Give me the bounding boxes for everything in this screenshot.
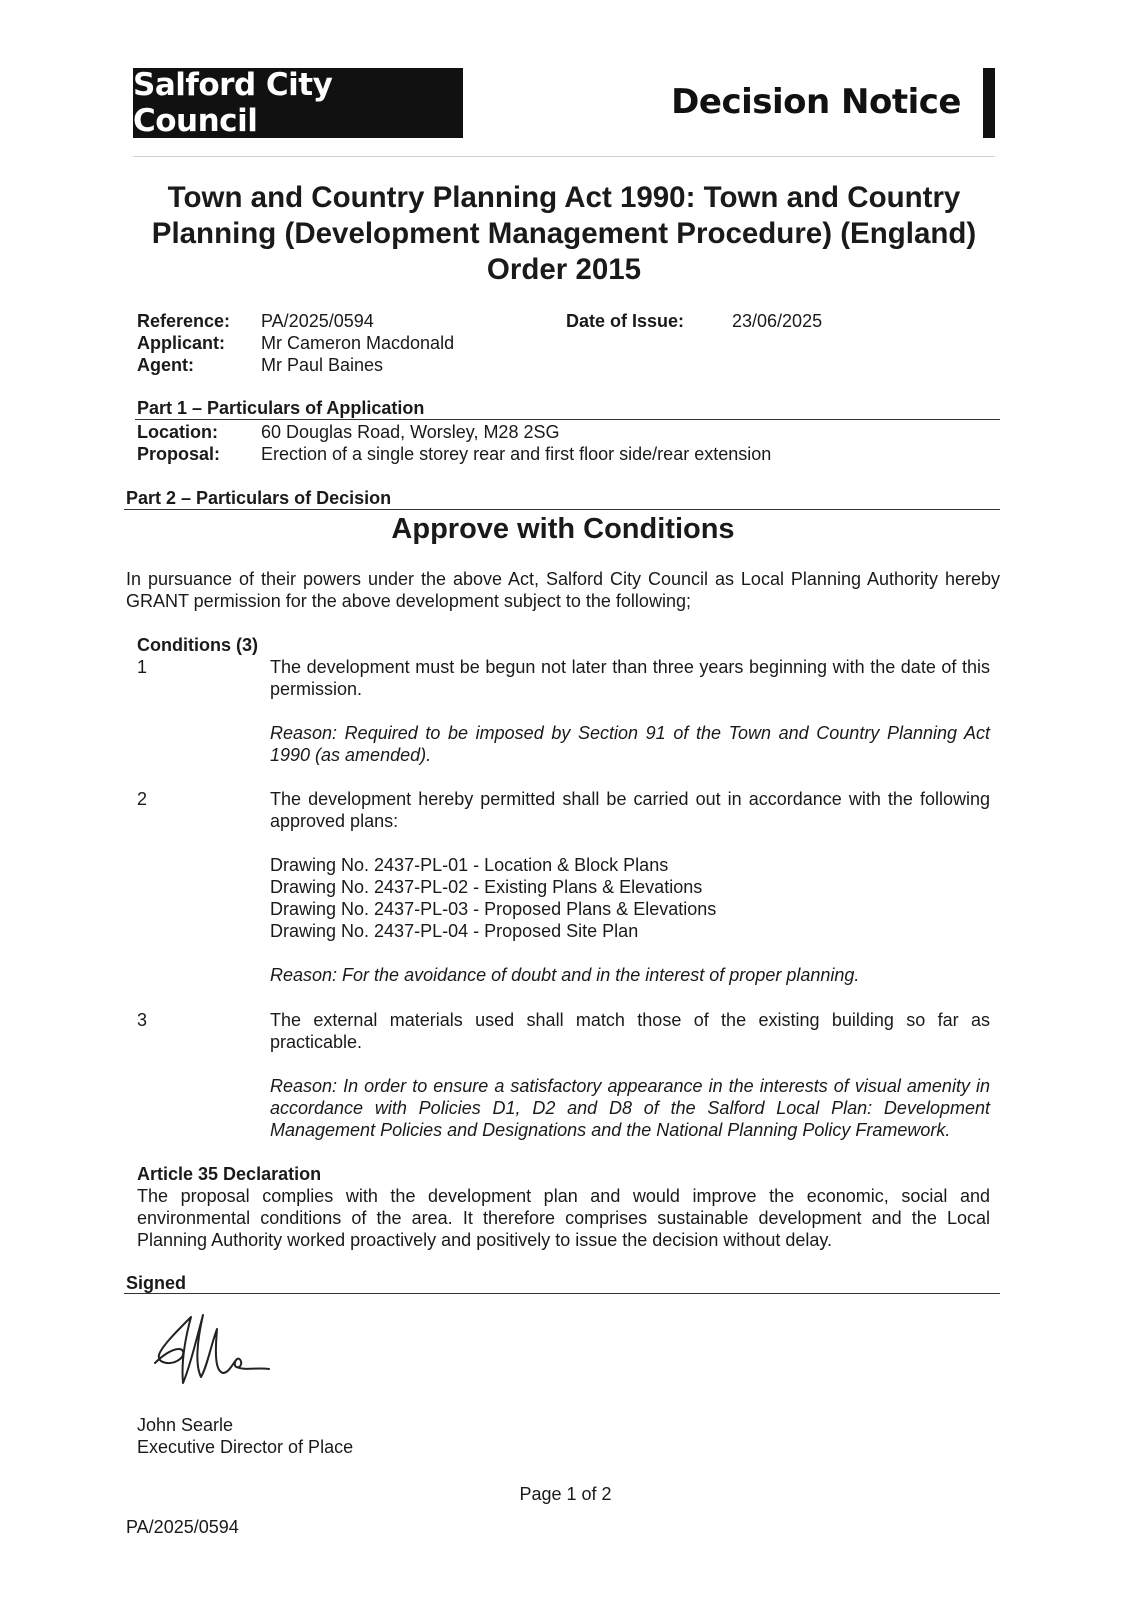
location-label: Location:: [137, 422, 218, 442]
footer-reference: PA/2025/0594: [126, 1517, 239, 1537]
conditions-heading: Conditions (3): [137, 635, 258, 655]
condition-number: 3: [137, 1010, 148, 1030]
condition-text: The external materials used shall match those of the existing building so far as practicable.: [270, 1010, 990, 1052]
header-divider: [133, 156, 995, 157]
part2-heading: Part 2 – Particulars of Decision: [126, 488, 392, 508]
signature-image: [145, 1305, 285, 1405]
condition-reason: Reason: In order to ensure a satisfactory appearance in the interests of visual amenity in accordance with Policies D1, D2 and D8 of the Salford Local Plan: Development Management Policies and Designations and the National Planning Policy Framework.: [270, 1076, 990, 1140]
condition-number: 2: [137, 789, 148, 809]
part1-heading: Part 1 – Particulars of Application: [137, 398, 425, 418]
approved-plan: Drawing No. 2437-PL-04 - Proposed Site Plan: [270, 921, 639, 941]
condition-reason: Reason: For the avoidance of doubt and in the interest of proper planning.: [270, 965, 860, 985]
decision-title: Approve with Conditions: [391, 513, 735, 545]
applicant-label: Applicant:: [137, 333, 225, 353]
reference-label: Reference:: [137, 311, 231, 331]
signed-heading: Signed: [126, 1273, 187, 1293]
condition-text: The development must be begun not later than three years beginning with the date of this permission.: [270, 657, 990, 699]
article35-heading: Article 35 Declaration: [137, 1164, 322, 1184]
act-title: Town and Country Planning Act 1990: Town and Country Planning (Development Management Procedure) (England) Order 2015: [151, 181, 977, 286]
proposal-value: Erection of a single storey rear and first floor side/rear extension: [261, 444, 772, 464]
approved-plan: Drawing No. 2437-PL-01 - Location & Block Plans: [270, 855, 669, 875]
part2-rule: [124, 509, 1000, 510]
approved-plan: Drawing No. 2437-PL-02 - Existing Plans & Elevations: [270, 877, 703, 897]
council-name: Salford City Council: [133, 67, 333, 139]
notice-title: Decision Notice: [671, 82, 961, 122]
decision-intro: In pursuance of their powers under the above Act, Salford City Council as Local Planning Authority hereby GRANT permission for the above development subject to the following;: [126, 569, 1000, 611]
date-value: 23/06/2025: [732, 311, 823, 331]
agent-label: Agent:: [137, 355, 194, 375]
applicant-value: Mr Cameron Macdonald: [261, 333, 455, 353]
part1-rule: [135, 419, 1000, 420]
page-number: Page 1 of 2: [519, 1484, 612, 1504]
article35-text: The proposal complies with the development plan and would improve the economic, social and environmental conditions of the area. It therefore comprises sustainable development and the Local Planning Authority worked proactively and positively to issue the decision without delay.: [137, 1186, 990, 1250]
condition-reason: Reason: Required to be imposed by Section 91 of the Town and Country Planning Act 1990 (as amended).: [270, 723, 990, 765]
condition-number: 1: [137, 657, 148, 677]
signed-rule: [124, 1293, 1000, 1294]
proposal-label: Proposal:: [137, 444, 221, 464]
approved-plan: Drawing No. 2437-PL-03 - Proposed Plans & Elevations: [270, 899, 717, 919]
date-label: Date of Issue:: [566, 311, 685, 331]
reference-value: PA/2025/0594: [261, 311, 374, 331]
signatory-title: Executive Director of Place: [137, 1437, 354, 1457]
agent-value: Mr Paul Baines: [261, 355, 384, 375]
signatory-name: John Searle: [137, 1415, 234, 1435]
condition-text: The development hereby permitted shall be carried out in accordance with the following approved plans:: [270, 789, 990, 831]
location-value: 60 Douglas Road, Worsley, M28 2SG: [261, 422, 560, 442]
header-accent-bar: [983, 68, 995, 138]
council-logo: [133, 68, 463, 138]
